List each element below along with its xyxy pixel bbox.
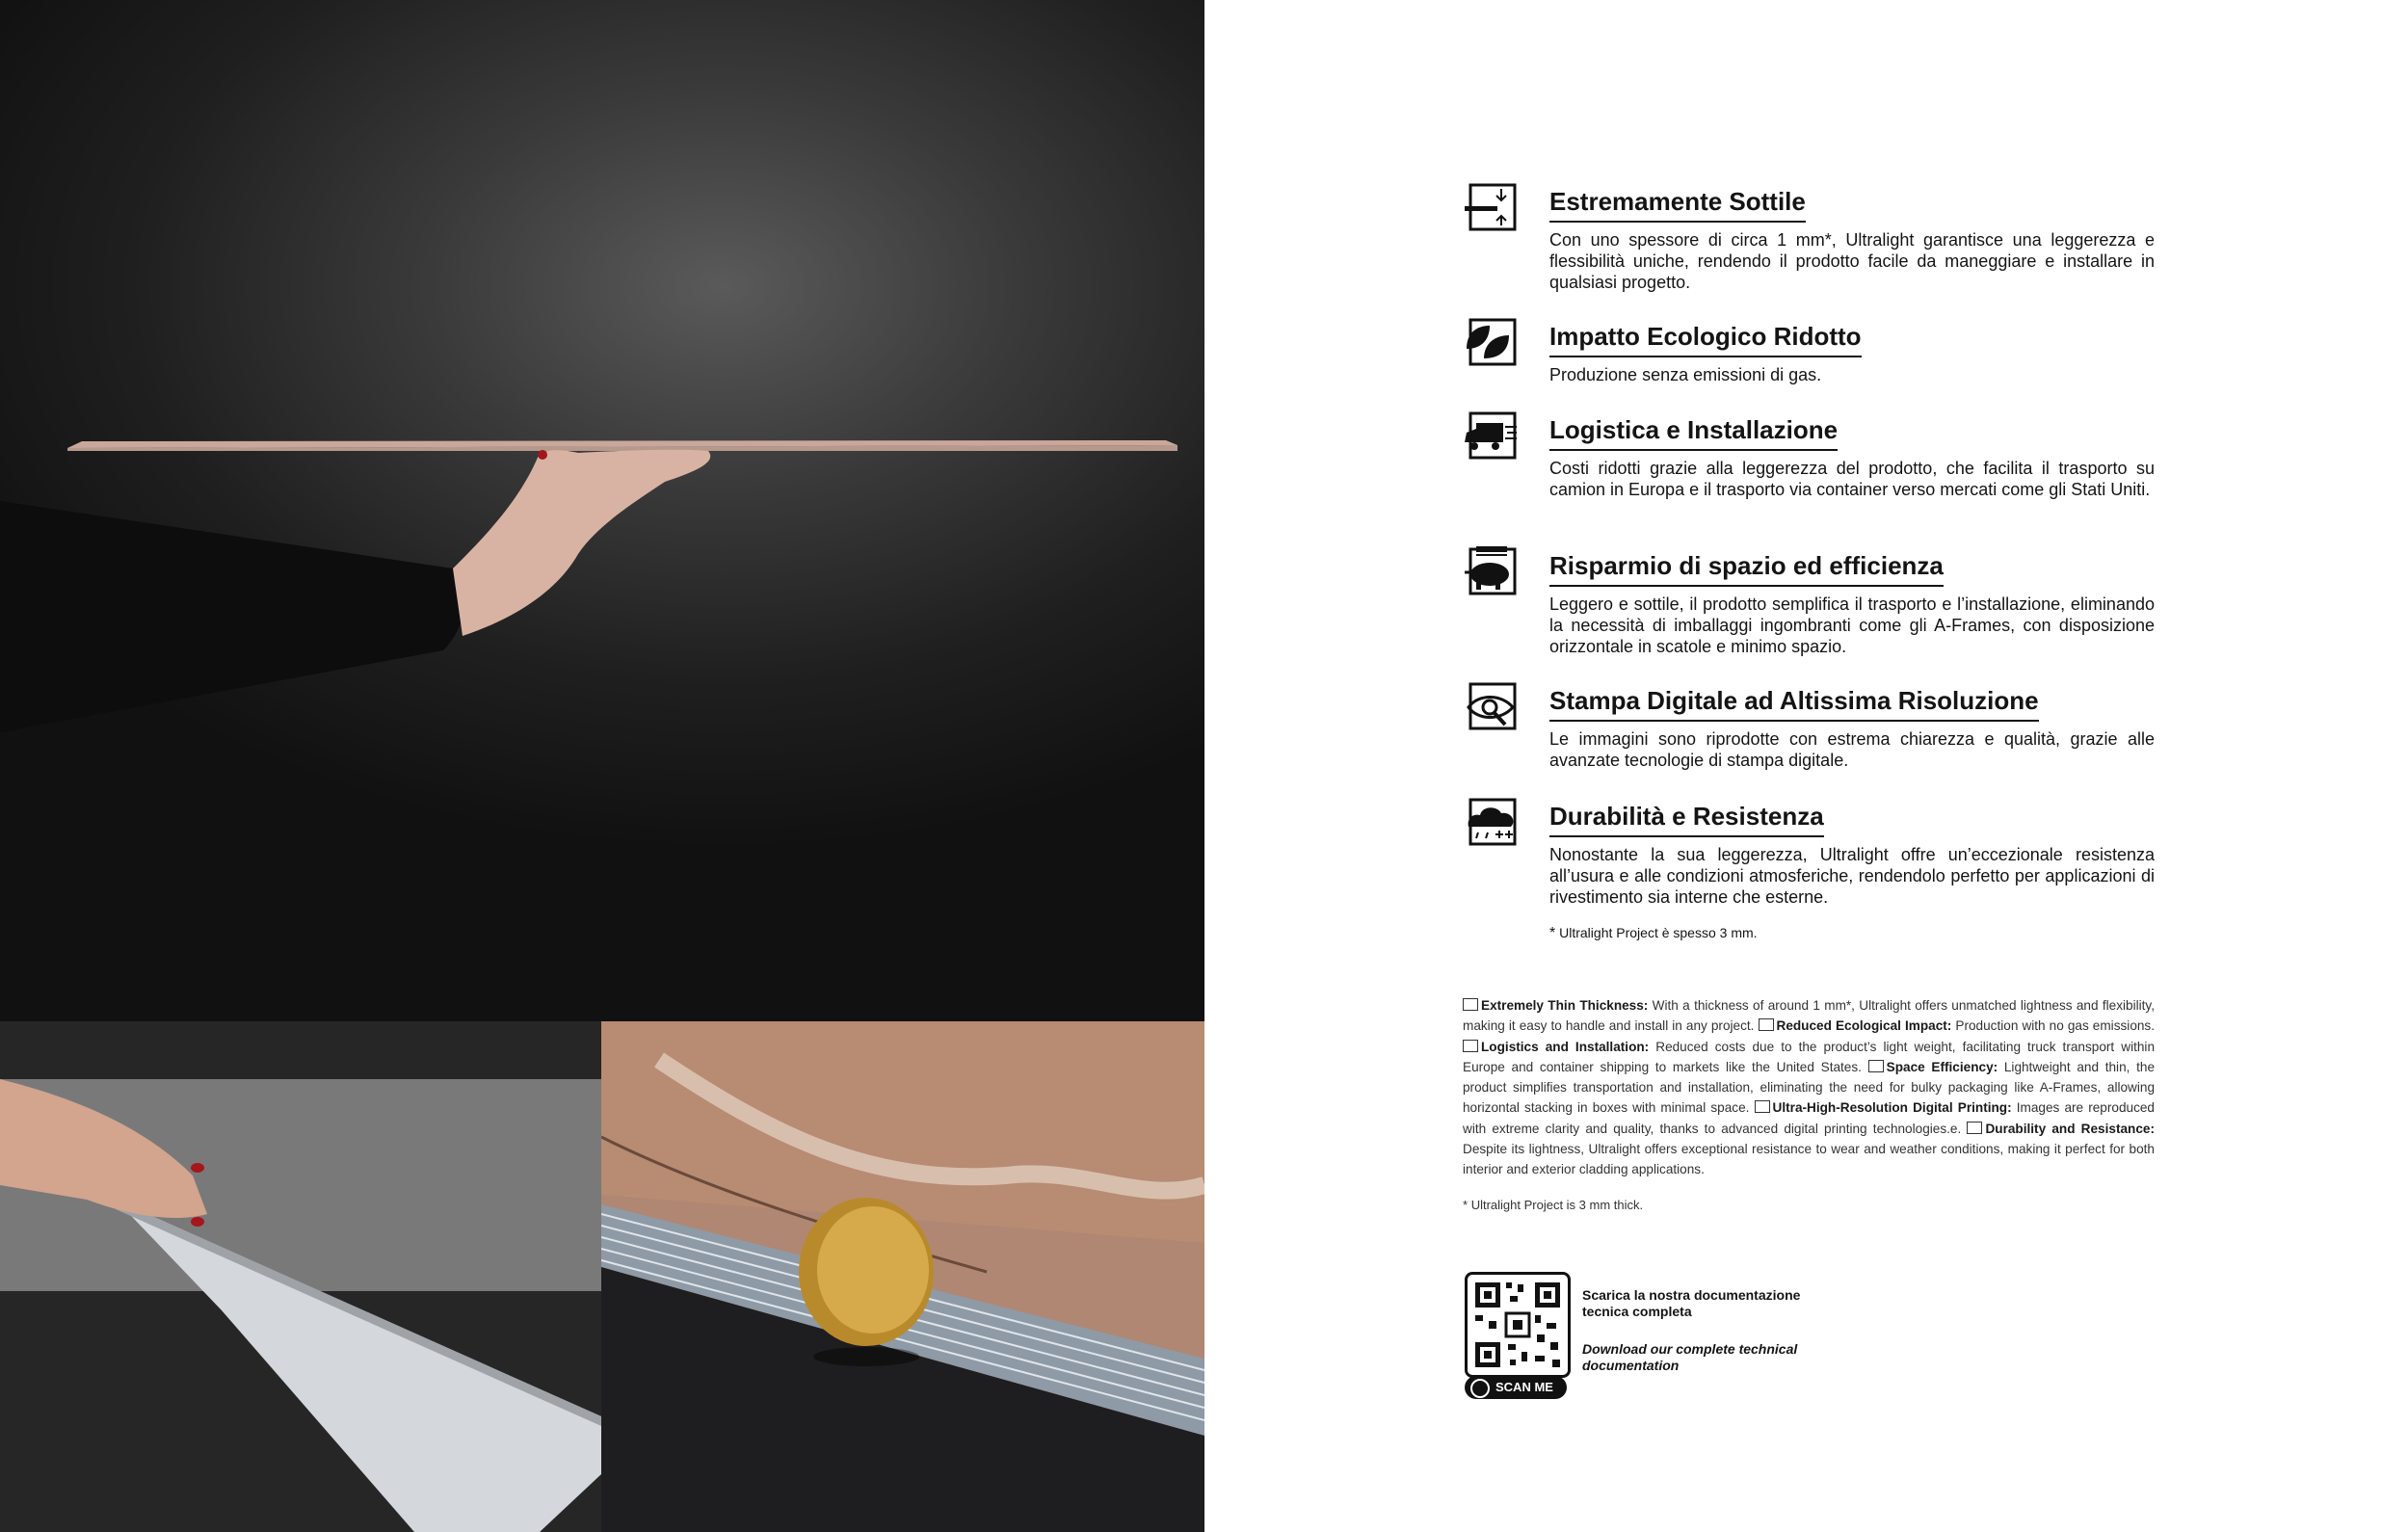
english-text: Lightweight and thin, the product simplifies transportation and installation, eliminating the need for bulky packaging like A-Frames, allowing horizontal stacking in boxes with minimal space. xyxy=(1463,1059,2155,1116)
download-text-italian: Scarica la nostra documentazione tecnica completa xyxy=(1582,1287,1801,1319)
thickness-icon xyxy=(1463,181,1521,235)
feature-title: Risparmio di spazio ed efficienza xyxy=(1549,551,1944,587)
thickness-icon xyxy=(1463,998,1478,1011)
english-title: Extremely Thin Thickness: xyxy=(1481,998,1649,1013)
english-text: Despite its lightness, Ultralight offers exceptional resistance to wear and weather conditions, making it perfect for both interior and exterior cladding applications. xyxy=(1463,1142,2155,1177)
english-title: Durability and Resistance: xyxy=(1985,1121,2155,1136)
photo-bending-sheet xyxy=(0,1021,601,1532)
feature-text: Leggero e sottile, il prodotto semplifica il trasporto e l’installazione, eliminando la necessità di imballaggi ingombranti come gli A-Frames, con disposizione orizzontale in scatole e minimo spazio. xyxy=(1549,594,2155,656)
english-text: With a thickness of around 1 mm*, Ultralight offers unmatched lightness and flexibility, making it easy to handle and install in any project. xyxy=(1463,998,2155,1034)
feature-title: Estremamente Sottile xyxy=(1549,187,1806,223)
english-title: Ultra-High-Resolution Digital Printing: xyxy=(1772,1100,2012,1116)
english-summary xyxy=(1463,995,2155,1180)
leaf-icon xyxy=(1463,316,1521,370)
photo-hand-holding-slab xyxy=(0,0,1204,1021)
eye-icon xyxy=(1755,1100,1770,1113)
feature-title: Durabilità e Resistenza xyxy=(1549,802,1824,837)
photo-coin-stack xyxy=(601,1021,1204,1532)
scan-icon xyxy=(1470,1379,1490,1398)
footnote-text: Ultralight Project è spesso 3 mm. xyxy=(1559,925,1758,940)
piggy-bank-icon xyxy=(1868,1060,1884,1072)
feature-text: Produzione senza emissioni di gas. xyxy=(1549,365,1822,384)
scan-me-label: SCAN ME xyxy=(1495,1380,1553,1394)
english-text: Images are reproduced with extreme clarity and quality, thanks to advanced digital printing technologies.e. xyxy=(1463,1100,2155,1136)
english-text: Reduced costs due to the product’s light weight, facilitating truck transport within Europe and container shipping to markets like the United States. xyxy=(1463,1039,2155,1074)
english-text: Production with no gas emissions. xyxy=(1955,1018,2156,1034)
english-title: Space Efficiency: xyxy=(1886,1059,1998,1074)
download-text-english: Download our complete technical documentation xyxy=(1582,1341,1798,1373)
english-title: Reduced Ecological Impact: xyxy=(1776,1018,1952,1034)
feature-title: Impatto Ecologico Ridotto xyxy=(1549,322,1862,357)
leaf-icon xyxy=(1759,1018,1774,1031)
scan-me-button[interactable] xyxy=(1465,1376,1567,1399)
footnote-star: * xyxy=(1549,925,1556,941)
footnote-english xyxy=(1463,1198,1643,1212)
qr-code-icon[interactable] xyxy=(1465,1272,1571,1378)
feature-text: Con uno spessore di circa 1 mm*, Ultralight garantisce una leggerezza e flessibilità uniche, rendendo il prodotto facile da maneggiare e installare in qualsiasi progetto. xyxy=(1549,230,2155,292)
footnote-text: Ultralight Project is 3 mm thick. xyxy=(1470,1198,1644,1212)
footnote-italian xyxy=(1549,925,1758,942)
piggy-bank-icon xyxy=(1463,545,1521,599)
truck-icon xyxy=(1463,1040,1478,1052)
weather-cloud-icon xyxy=(1463,796,1521,850)
footnote-star: * xyxy=(1463,1198,1469,1212)
feature-text: Costi ridotti grazie alla leggerezza del prodotto, che facilita il trasporto su camion in Europa e il trasporto via container verso mercati come gli Stati Uniti. xyxy=(1549,459,2155,499)
truck-icon xyxy=(1463,409,1521,463)
feature-text: Le immagini sono riprodotte con estrema chiarezza e qualità, grazie alle avanzate tecnologie di stampa digitale. xyxy=(1549,729,2155,770)
eye-icon xyxy=(1463,680,1521,734)
weather-cloud-icon xyxy=(1967,1122,1982,1134)
feature-title: Stampa Digitale ad Altissima Risoluzione xyxy=(1549,686,2039,722)
feature-text: Nonostante la sua leggerezza, Ultralight offre un’eccezionale resistenza all’usura e alle condizioni atmosferiche, rendendolo perfetto per applicazioni di rivestimento sia interne che esterne. xyxy=(1549,845,2155,907)
english-title: Logistics and Installation: xyxy=(1481,1039,1650,1054)
feature-title: Logistica e Installazione xyxy=(1549,415,1838,451)
